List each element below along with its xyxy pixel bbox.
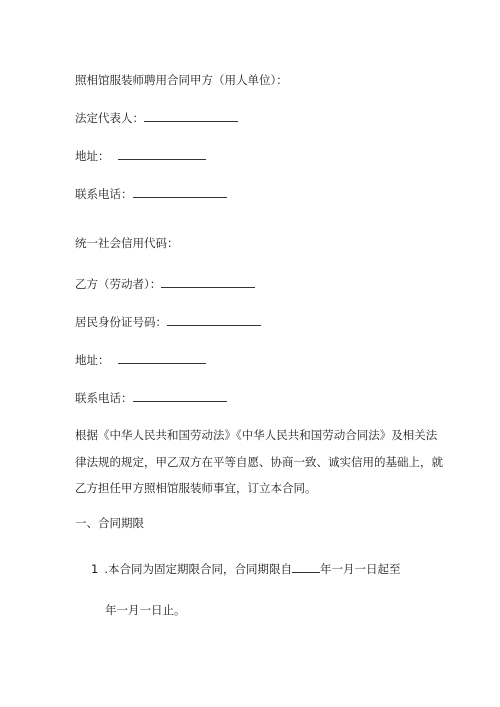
item-1-number: 1 [91, 562, 99, 576]
party-a-phone-label: 联系电话： [75, 187, 133, 201]
id-number-line [75, 314, 261, 330]
item-1-line-2: 年一月一日止。 [105, 603, 186, 617]
party-b-heading-text: 乙方（劳动者）： [75, 277, 162, 291]
start-year-blank[interactable] [292, 561, 320, 573]
party-b-phone-line [75, 390, 227, 406]
section-1-item-1 [91, 561, 400, 577]
item-1-text-b: 年一月一日起至 [319, 562, 401, 576]
intro-line-3: 乙方担任甲方照相馆服装师事宜，订立本合同。 [75, 481, 317, 495]
party-a-heading-text: 照相馆服装师聘用合同甲方（用人单位）： [75, 73, 288, 87]
party-b-address-line [75, 352, 206, 368]
legal-rep-blank[interactable] [144, 110, 238, 122]
party-a-address-label: 地址： [75, 149, 110, 163]
credit-code-label: 统一社会信用代码： [75, 236, 179, 250]
party-b-heading [75, 276, 255, 292]
section-1-title [75, 515, 144, 531]
party-b-address-blank[interactable] [118, 352, 206, 364]
intro-line-1: 根据《中华人民共和国劳动法》《中华人民共和国劳动合同法》及相关法 [75, 428, 438, 442]
section-1-title-text: 一、合同期限 [75, 516, 144, 530]
party-a-address-line [75, 148, 206, 164]
item-1-text-a: .本合同为固定期限合同，合同期限自 [104, 562, 292, 576]
party-a-address-blank[interactable] [118, 148, 206, 160]
id-number-blank[interactable] [167, 314, 261, 326]
legal-rep-label: 法定代表人： [75, 111, 144, 125]
credit-code-line [75, 235, 179, 251]
legal-rep-line [75, 110, 238, 126]
party-a-phone-blank[interactable] [133, 186, 227, 198]
party-b-address-label: 地址： [75, 353, 110, 367]
party-b-name-blank[interactable] [161, 276, 255, 288]
party-b-phone-blank[interactable] [133, 390, 227, 402]
party-a-phone-line [75, 186, 227, 202]
party-b-phone-label: 联系电话： [75, 391, 133, 405]
id-number-label: 居民身份证号码： [75, 315, 167, 329]
intro-line-2: 律法规的规定，甲乙双方在平等自愿、协商一致、诚实信用的基础上，就 [75, 454, 443, 469]
party-a-heading [75, 72, 288, 88]
section-1-item-1-cont [105, 602, 186, 618]
intro-paragraph [75, 422, 443, 502]
